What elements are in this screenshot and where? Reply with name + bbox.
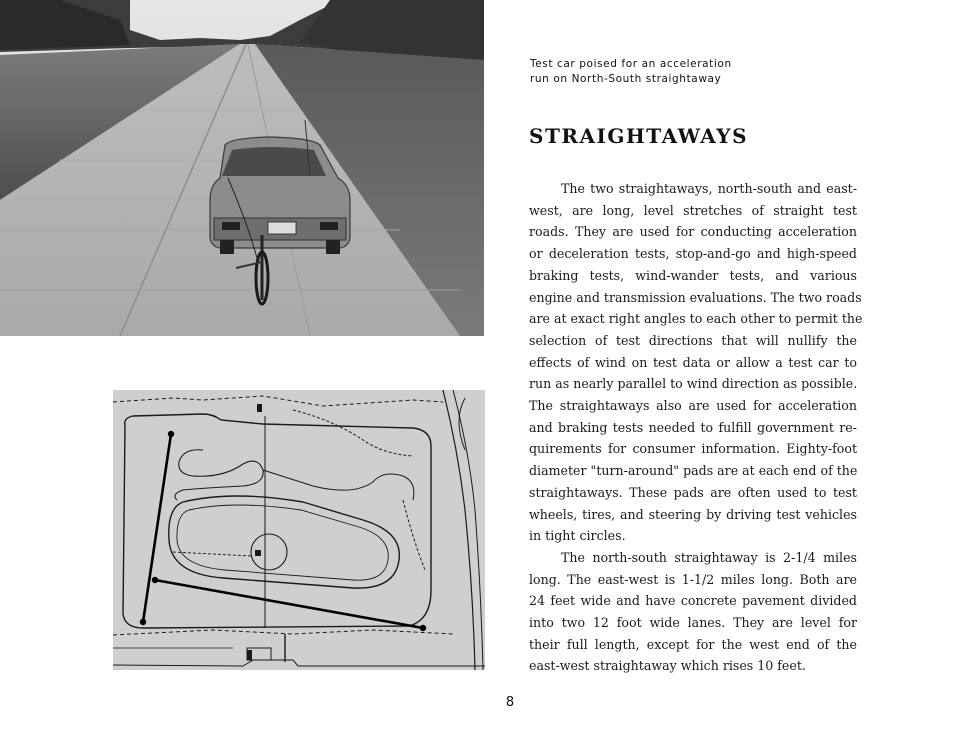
text-line: in tight circles. <box>529 528 626 544</box>
text-line: selection of test directions that will nullify the <box>529 332 857 348</box>
section-heading: STRAIGHTAWAYS <box>529 124 749 148</box>
text-line: long. The east-west is 1-1/2 miles long. Both are <box>529 571 857 587</box>
text-line: west, are long, level stretches of straight test <box>529 202 857 218</box>
text-line: or deceleration tests, stop-and-go and high-speed <box>529 246 857 262</box>
text-line: wheels, tires, and steering by driving test vehicles <box>529 506 857 522</box>
text-line: are at exact right angles to each other to permit the <box>529 311 863 327</box>
caption-line: Test car poised for an acceleration <box>530 58 732 70</box>
body-text <box>529 178 863 677</box>
text-line: run as nearly parallel to wind direction as possible. <box>529 376 858 392</box>
text-line: quirements for consumer information. Eighty-foot <box>529 441 857 457</box>
text-line: effects of wind on test data or allow a test car to <box>529 354 857 370</box>
text-line: roads. They are used for conducting acceleration <box>529 224 857 240</box>
text-line: east-west straightaway which rises 10 feet. <box>529 658 806 674</box>
text-line: and braking tests needed to fulfill government re- <box>529 419 857 435</box>
text-line: diameter "turn-around" pads are at each end of the <box>529 463 858 479</box>
photo-caption <box>530 57 830 87</box>
test-car-photo <box>0 0 484 336</box>
proving-ground-map <box>113 390 485 670</box>
text-line: The north-south straightaway is 2-1/4 miles <box>561 549 857 565</box>
text-line: The two straightaways, north-south and east- <box>561 181 857 196</box>
paragraph-1 <box>529 178 863 547</box>
caption-line: run on North-South straightaway <box>530 73 722 85</box>
text-line: 24 feet wide and have concrete pavement divided <box>529 593 857 609</box>
text-line: into two 12 foot wide lanes. They are level for <box>529 615 857 631</box>
paragraph-2 <box>529 547 857 677</box>
text-line: their full length, except for the west end of the <box>529 636 857 652</box>
text-line: The straightaways also are used for acceleration <box>529 398 857 414</box>
page-number: 8 <box>505 695 515 710</box>
text-line: braking tests, wind-wander tests, and various <box>529 267 857 283</box>
text-line: straightaways. These pads are often used to test <box>529 484 857 500</box>
text-line: engine and transmission evaluations. The two roads <box>529 289 862 305</box>
